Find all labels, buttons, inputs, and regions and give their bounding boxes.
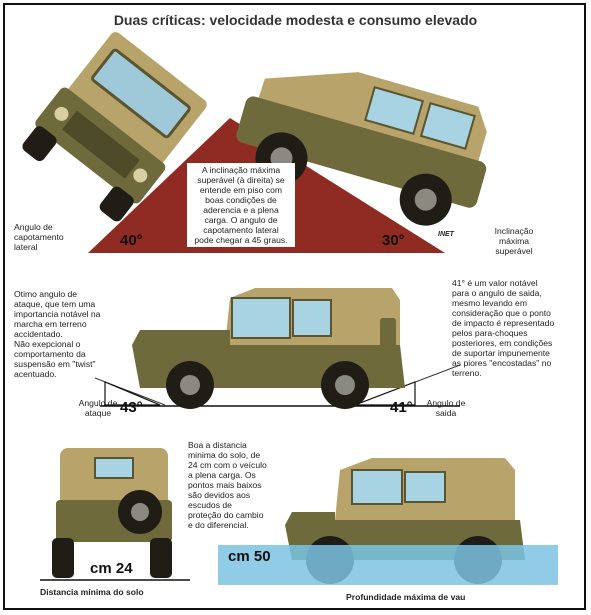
attack-angle-value: 43° xyxy=(120,399,143,416)
depth-value: cm 50 xyxy=(228,548,271,565)
angle-right-value: 30° xyxy=(382,232,405,249)
jeep-side-illustration xyxy=(132,288,405,409)
attack-angle-label: Angulo de ataque xyxy=(78,398,118,418)
clearance-note: Boa a distancia minima do solo, de 24 cm com o veículo a plena carga. Os pontos mais baixos são devidos aos escudos de proteção do cambio e do diferencial. xyxy=(188,440,267,530)
label-max-slope: Inclinação máxima superável xyxy=(494,226,534,256)
jeep-rear-illustration xyxy=(52,448,172,578)
attack-note: Otimo angulo de ataque, que tem uma importancia notável na marcha em terreno accidentado. Não exepcional o comportamento da suspensão em "twist" acentuado. xyxy=(14,289,101,379)
label-lateral-tilt: Angulo de capotamento lateral xyxy=(14,222,64,252)
clearance-caption: Distancia mínima do solo xyxy=(40,587,144,597)
tilt-note: A inclinação máxima superável (à direita) se entende em piso com boas condições de aderencia e a plena carga. O angulo de capotamento lateral pode chegar a 45 graus. xyxy=(187,163,295,247)
exit-angle-value: 41° xyxy=(390,399,413,416)
depth-caption: Profundidade máxima de vau xyxy=(346,592,466,602)
artist-signature: INET xyxy=(438,231,454,238)
clearance-value: cm 24 xyxy=(76,560,147,577)
exit-note: 41° é um valor notável para o angulo de saida, mesmo levando em consideração que o ponto de impacto é representado pelos para-choques posteriores, em condições de suportar impunemente as piores "encostadas" no terreno. xyxy=(452,278,555,378)
angle-left-value: 40° xyxy=(120,232,143,249)
exit-angle-label: Angulo de saida xyxy=(426,398,466,418)
page-title: Duas críticas: velocidade modesta e consumo elevado xyxy=(113,12,478,28)
